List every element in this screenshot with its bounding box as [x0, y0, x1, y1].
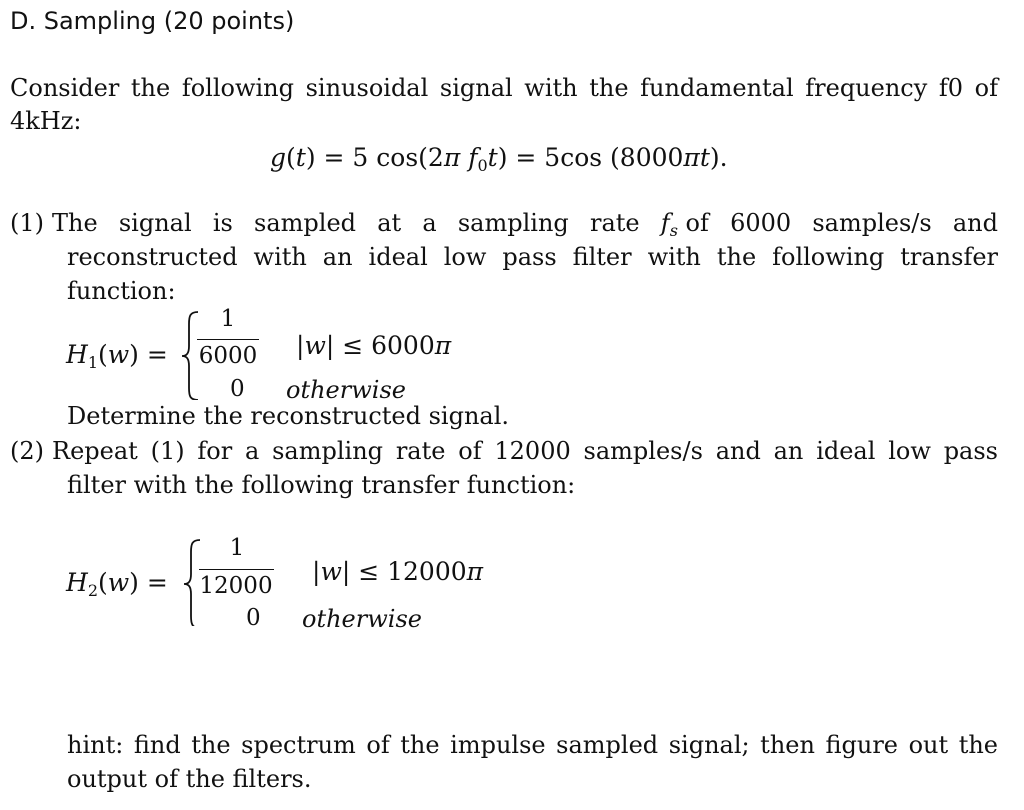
part2-number: (2)	[10, 437, 44, 465]
part1-determine: Determine the reconstructed signal.	[67, 402, 510, 430]
h2-frac-numerator: 1	[229, 535, 245, 561]
hint-line-2: output of the filters.	[67, 765, 312, 793]
h2-frac-denominator: 12000	[199, 573, 273, 599]
part1-line1-a: The	[52, 209, 98, 237]
hint-line-1: hint: find the spectrum of the impulse sampled signal; then figure out the	[67, 731, 998, 759]
h1-zero: 0	[230, 376, 245, 401]
part1-line-3: function:	[67, 277, 176, 305]
part1-number: (1)	[10, 209, 44, 237]
h1-second-row	[0, 376, 1024, 401]
signal-equation: g(t) = 5 cos(2π $f_0t) = 5\cos$ (8000πt).	[270, 143, 728, 175]
intro-line-2: 4kHz:	[10, 107, 82, 135]
h1-frac-denominator: 6000	[198, 343, 258, 369]
section-heading: D. Sampling (20 points)	[10, 7, 295, 35]
part2-line-2: filter with the following transfer function:	[67, 471, 576, 499]
h2-frac-line	[199, 569, 274, 570]
h1-condition: |w| ≤ 6000π	[296, 331, 452, 360]
h1-frac-numerator: 1	[220, 306, 236, 332]
h2-condition: |w| ≤ 12000π	[312, 557, 484, 586]
h2-label: $H_2(w)$ =	[66, 568, 168, 600]
h1-frac-line	[197, 339, 259, 340]
part1-line-2: reconstructed with an ideal low pass filter with the following transfer	[67, 243, 998, 271]
h2-zero: 0	[246, 605, 261, 630]
h2-second-row	[0, 605, 1024, 630]
part1-line-1: The signal is sampled at a sampling rate $f_s$ of 6000 samples/s and	[52, 208, 998, 246]
part2-line-1: Repeat (1) for a sampling rate of 12000 samples/s and an ideal low pass	[52, 437, 998, 465]
intro-line-1: Consider the following sinusoidal signal with the fundamental frequency f0 of	[10, 74, 998, 102]
h2-otherwise: otherwise	[302, 605, 422, 630]
h1-otherwise: otherwise	[286, 376, 406, 401]
sampling-rate-symbol: $f_s$ of	[660, 209, 709, 240]
h1-label: $H_1(w)$ =	[66, 340, 168, 372]
